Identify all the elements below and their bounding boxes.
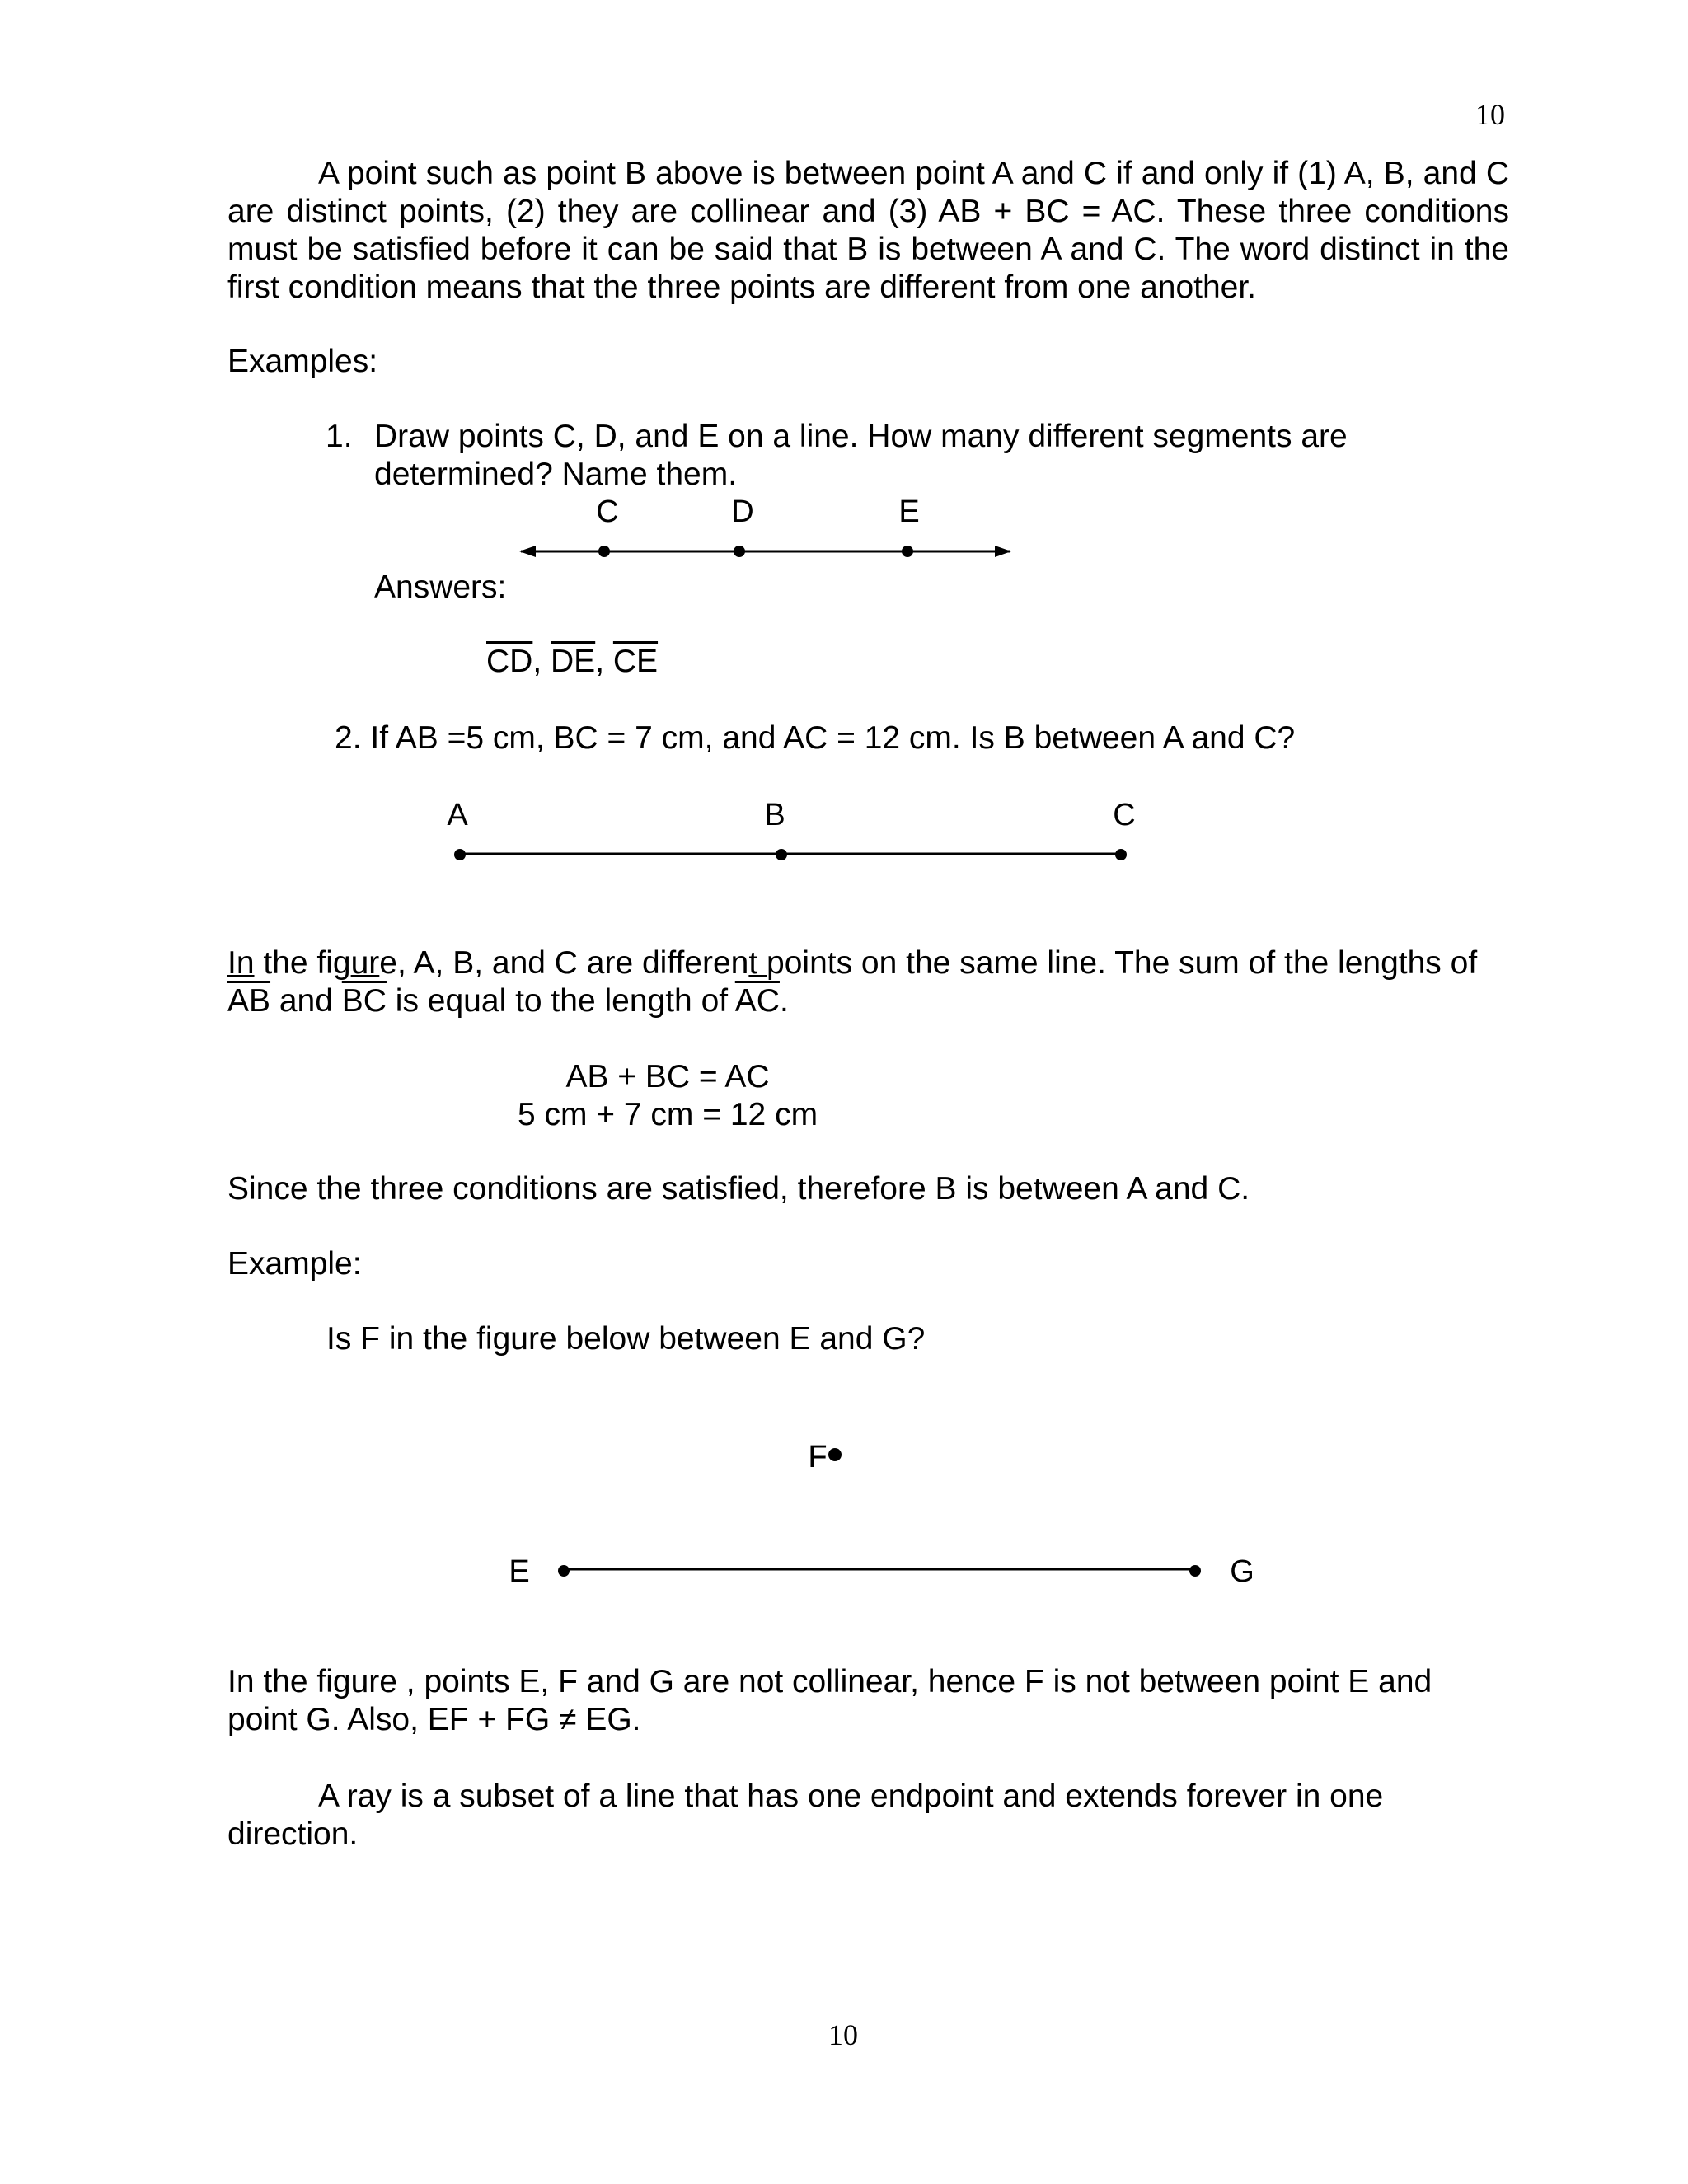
example-question: Is F in the figure below between E and G?	[326, 1321, 926, 1357]
example-heading: Example:	[227, 1246, 362, 1282]
ray-definition-line1: A ray is a subset of a line that has one endpoint and extends forever in one	[318, 1779, 1384, 1814]
point-c-dot	[598, 546, 610, 557]
explanation-text: the fig	[254, 945, 351, 981]
explanation-text: .	[779, 983, 789, 1019]
answer-segment-ce: $\overline{CE}$	[612, 644, 659, 679]
label-d: D	[731, 494, 754, 529]
example1-question-line1: Draw points C, D, and E on a line. How many different segments are	[374, 419, 1348, 454]
example1-question-line2: determined? Name them.	[374, 457, 738, 492]
explanation-text: In	[227, 945, 255, 981]
explanation-text: and	[270, 983, 342, 1019]
point-a-dot	[454, 849, 466, 860]
point-c2-dot	[1115, 849, 1127, 860]
noncollinear-line2: point G. Also, EF + FG ≠ EG.	[227, 1702, 641, 1737]
explanation-text: t	[748, 945, 767, 981]
point-b-dot	[776, 849, 787, 860]
label-e2: E	[509, 1554, 530, 1589]
label-g: G	[1230, 1554, 1254, 1589]
equation-line1: AB + BC = AC	[565, 1059, 770, 1094]
point-e2-dot	[558, 1565, 570, 1577]
explanation-line1	[227, 944, 1477, 982]
label-a: A	[447, 798, 468, 832]
page-number-bottom: 10	[828, 2018, 858, 2051]
answer-separator: ,	[532, 644, 551, 679]
equation-line2: 5 cm + 7 cm = 12 cm	[517, 1097, 818, 1132]
segment-ac: $\overline{AC}$	[734, 983, 780, 1019]
label-c2: C	[1113, 798, 1136, 832]
answer-segment-cd: $\overline{CD}$	[486, 644, 533, 679]
label-c: C	[596, 494, 619, 529]
example2-question: 2. If AB =5 cm, BC = 7 cm, and AC = 12 cm. Is B between A and C?	[335, 720, 1296, 756]
intro-paragraph: A point such as point B above is between point A and C if and only if (1) A, B, and C are distinct points, (2) they are collinear and (3) AB + BC = AC. These three conditions must be satisfied before it can be said that B is between A and C. The word distinct in the first condition means that the three points are different from one another.	[227, 156, 1509, 305]
explanation-line2	[227, 982, 789, 1020]
segment-ab: $\overline{AB}$	[227, 983, 271, 1019]
answer-segment-de: $\overline{DE}$	[551, 644, 596, 679]
page-number-top: 10	[1475, 98, 1505, 131]
figure-efg	[509, 1440, 1254, 1589]
point-d-dot	[734, 546, 745, 557]
answers-list	[486, 643, 658, 681]
answers-label: Answers:	[374, 569, 507, 605]
label-e: E	[898, 494, 920, 529]
example1-number: 1.	[326, 419, 353, 454]
conclusion-text: Since the three conditions are satisfied, therefore B is between A and C.	[227, 1171, 1250, 1207]
examples-heading: Examples:	[227, 344, 378, 379]
explanation-text: ur	[350, 945, 380, 981]
point-f-dot	[828, 1448, 842, 1461]
noncollinear-line1: In the figure , points E, F and G are not collinear, hence F is not between point E and	[227, 1664, 1432, 1699]
explanation-text: is equal to the length of	[386, 983, 735, 1019]
figure-line-cde	[521, 494, 1010, 557]
figure-segment-abc	[447, 798, 1135, 860]
answer-separator: ,	[595, 644, 613, 679]
point-e-dot	[902, 546, 913, 557]
explanation-text: points on the same line. The sum of the lengths of	[767, 945, 1478, 981]
label-b: B	[764, 798, 785, 832]
explanation-text: e, A, B, and C are differen	[379, 945, 749, 981]
label-f: F	[808, 1440, 828, 1474]
ray-definition-line2: direction.	[227, 1816, 359, 1852]
point-g-dot	[1189, 1565, 1201, 1577]
segment-bc: $\overline{BC}$	[341, 983, 387, 1019]
